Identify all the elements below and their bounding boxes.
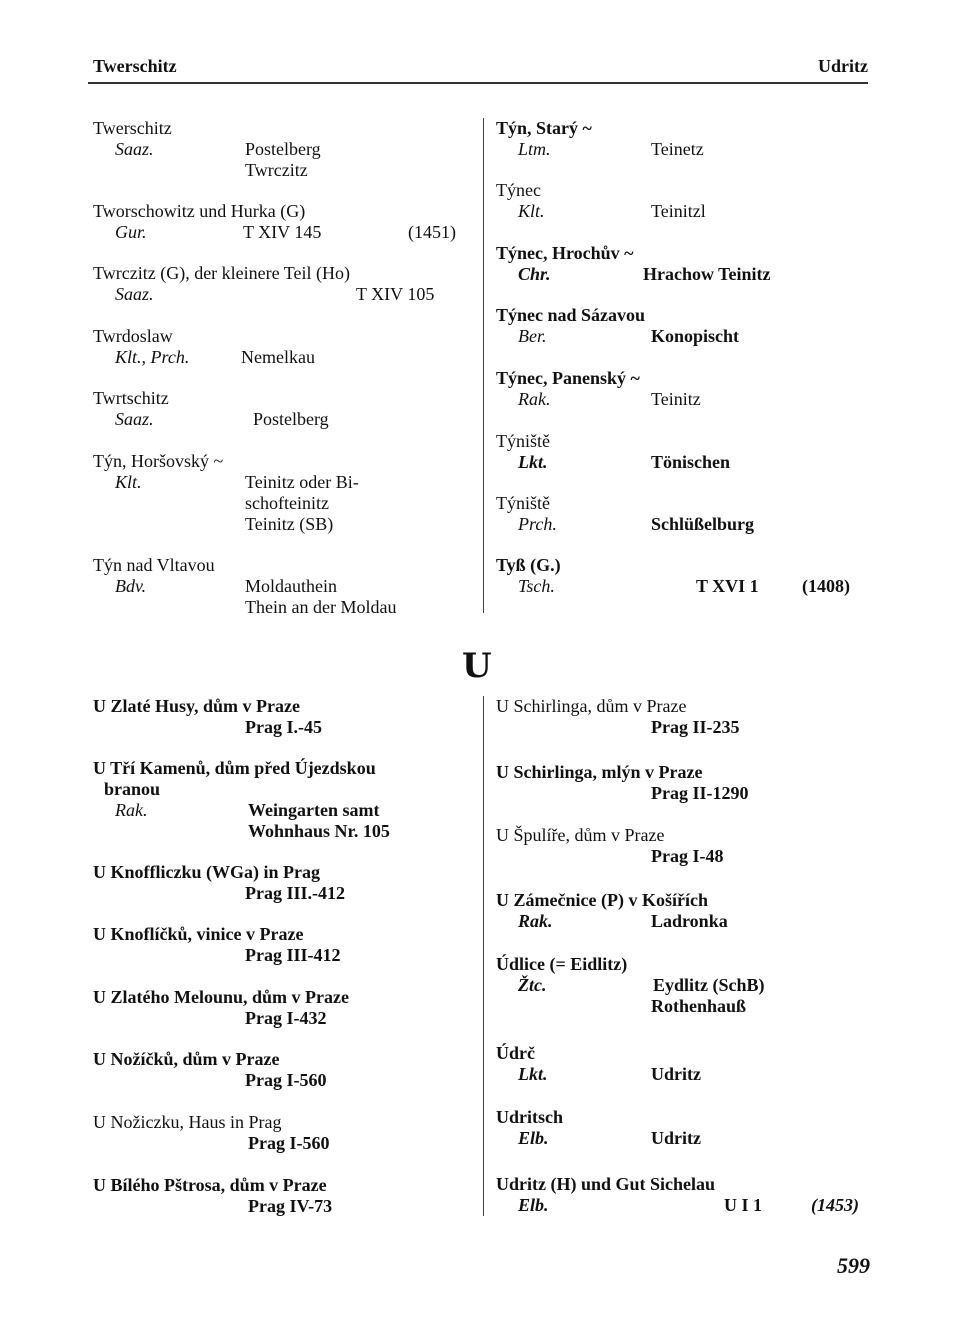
reference: Prag III-412	[245, 945, 341, 965]
german-name: Rothenhauß	[651, 996, 747, 1016]
german-name: Teinitz	[651, 389, 701, 409]
entry	[496, 954, 871, 1017]
district-abbr: Klt.	[518, 201, 545, 221]
header-rule	[88, 82, 868, 84]
german-name: Hrachow Teinitz	[643, 264, 771, 284]
entry-head: U Bílého Pštrosa, dům v Praze	[93, 1175, 327, 1195]
district-abbr: Prch.	[518, 514, 557, 534]
german-name: Postelberg	[245, 139, 321, 159]
entry	[496, 1043, 871, 1085]
district-abbr: Rak.	[518, 911, 553, 931]
reference: Prag I.-45	[245, 717, 322, 737]
entry	[93, 326, 473, 368]
entry	[93, 758, 473, 842]
german-name: Eydlitz (SchB)	[653, 975, 765, 995]
reference: Prag I-560	[245, 1070, 327, 1090]
entry	[93, 388, 473, 430]
reference: T XIV 145	[243, 222, 322, 242]
entry	[496, 762, 871, 804]
entry-head: U Schirlinga, dům v Praze	[496, 696, 687, 716]
reference: T XVI 1	[696, 576, 759, 596]
bottom-right-column	[496, 696, 871, 1226]
entry	[93, 1112, 473, 1154]
district-abbr: Ber.	[518, 326, 547, 346]
entry-head: Tworschowitz und Hurka (G)	[93, 201, 306, 221]
entry	[496, 890, 871, 932]
district-abbr: Rak.	[518, 389, 551, 409]
entry-head: Twrtschitz	[93, 388, 169, 408]
reference: U I 1	[724, 1195, 763, 1215]
entry	[496, 696, 871, 738]
district-abbr: Lkt.	[518, 452, 548, 472]
reference: Prag III.-412	[245, 883, 345, 903]
bottom-left-column	[93, 696, 473, 1226]
german-name: Teinitzl	[651, 201, 706, 221]
entry	[496, 555, 871, 597]
german-name: Udritz	[651, 1128, 701, 1148]
year: (1408)	[802, 576, 850, 596]
entry-head: Týniště	[496, 493, 550, 513]
entry	[496, 1107, 871, 1149]
district-abbr: Elb.	[518, 1195, 549, 1215]
district-abbr: Elb.	[518, 1128, 549, 1148]
entry-head: Údlice (= Eidlitz)	[496, 954, 628, 974]
entry-head: Týn, Horšovský ~	[93, 451, 224, 471]
german-name: Schlüßelburg	[651, 514, 755, 534]
section-letter: U	[462, 646, 492, 686]
entry-head: Týn nad Vltavou	[93, 555, 215, 575]
district-abbr: Bdv.	[115, 576, 147, 596]
running-header-left: Twerschitz	[93, 56, 177, 76]
entry-head: U Zámečnice (P) v Košířích	[496, 890, 708, 910]
district-abbr: Lkt.	[518, 1064, 548, 1084]
entry-head-continued: branou	[104, 779, 161, 799]
top-left-column	[93, 118, 473, 628]
german-name: Weingarten samt	[248, 800, 380, 820]
entry-head: Udritz (H) und Gut Sichelau	[496, 1174, 716, 1194]
entry	[93, 201, 473, 243]
column-divider-bottom	[483, 696, 484, 1216]
district-abbr: Saaz.	[115, 139, 154, 159]
column-divider-top	[483, 118, 484, 613]
entry-head: U Nožíčků, dům v Praze	[93, 1049, 280, 1069]
reference: Prag II-1290	[651, 783, 749, 803]
reference: Prag I-48	[651, 846, 724, 866]
german-name: Teinitz oder Bi-	[245, 472, 359, 492]
entry	[496, 1174, 871, 1216]
reference: Prag IV-73	[248, 1196, 333, 1216]
entry	[93, 1049, 473, 1091]
district-abbr: Saaz.	[115, 284, 154, 304]
district-abbr: Žtc.	[518, 975, 547, 995]
page-number: 599	[837, 1253, 870, 1278]
entry-head: Twerschitz	[93, 118, 172, 138]
reference: Prag I-560	[248, 1133, 330, 1153]
entry-head: U Knoffliczku (WGa) in Prag	[93, 862, 320, 882]
year: (1451)	[408, 222, 456, 242]
year: (1453)	[811, 1195, 859, 1215]
german-name: Nemelkau	[241, 347, 315, 367]
entry	[93, 924, 473, 966]
entry	[93, 987, 473, 1029]
entry	[496, 118, 871, 160]
district-abbr: Rak.	[115, 800, 148, 820]
entry-head: Týnec nad Sázavou	[496, 305, 646, 325]
entry-head: Udritsch	[496, 1107, 563, 1127]
entry-head: Tyß (G.)	[496, 555, 561, 575]
entry	[496, 825, 871, 867]
entry	[496, 431, 871, 473]
entry	[93, 1175, 473, 1217]
entry	[93, 862, 473, 904]
top-right-column	[496, 118, 871, 628]
reference: Prag I-432	[245, 1008, 327, 1028]
entry	[496, 493, 871, 535]
german-name: Teinetz	[651, 139, 704, 159]
entry-head: Twrczitz (G), der kleinere Teil (Ho)	[93, 263, 351, 283]
german-name: Postelberg	[253, 409, 329, 429]
entry-head: U Knoflíčků, vinice v Praze	[93, 924, 304, 944]
district-abbr: Gur.	[115, 222, 147, 242]
entry-head: Týn, Starý ~	[496, 118, 592, 138]
german-name: Teinitz (SB)	[245, 514, 334, 534]
german-name: Udritz	[651, 1064, 701, 1084]
reference: Prag II-235	[651, 717, 740, 737]
german-name: Twrczitz	[245, 160, 308, 180]
entry	[496, 368, 871, 410]
german-name: schofteinitz	[245, 493, 329, 513]
entry-head: Týniště	[496, 431, 550, 451]
district-abbr: Saaz.	[115, 409, 154, 429]
entry-head: Týnec, Panenský ~	[496, 368, 640, 388]
running-header-right: Udritz	[818, 56, 868, 76]
german-name: Thein an der Moldau	[245, 597, 397, 617]
german-name: Wohnhaus Nr. 105	[248, 821, 390, 841]
german-name: Tönischen	[651, 452, 731, 472]
entry-head: Týnec, Hrochův ~	[496, 243, 634, 263]
entry	[496, 243, 871, 285]
entry-head: U Zlatého Melounu, dům v Praze	[93, 987, 349, 1007]
reference: T XIV 105	[356, 284, 435, 304]
entry-head: U Nožiczku, Haus in Prag	[93, 1112, 282, 1132]
entry	[93, 696, 473, 738]
german-name: Ladronka	[651, 911, 728, 931]
entry	[93, 555, 473, 618]
entry	[496, 305, 871, 347]
district-abbr: Klt., Prch.	[115, 347, 190, 367]
german-name: Konopischt	[651, 326, 740, 346]
entry-head: Týnec	[496, 180, 541, 200]
district-abbr: Klt.	[115, 472, 142, 492]
district-abbr: Ltm.	[518, 139, 551, 159]
entry	[496, 180, 871, 222]
entry	[93, 118, 473, 181]
entry-head: U Špulíře, dům v Praze	[496, 825, 665, 845]
district-abbr: Chr.	[518, 264, 551, 284]
entry-head: Twrdoslaw	[93, 326, 173, 346]
entry-head: U Tří Kamenů, dům před Újezdskou	[93, 758, 376, 778]
entry	[93, 451, 473, 535]
german-name: Moldauthein	[245, 576, 337, 596]
district-abbr: Tsch.	[518, 576, 555, 596]
entry-head: U Schirlinga, mlýn v Praze	[496, 762, 703, 782]
entry	[93, 263, 473, 305]
entry-head: U Zlaté Husy, dům v Praze	[93, 696, 300, 716]
entry-head: Údrč	[496, 1043, 535, 1063]
